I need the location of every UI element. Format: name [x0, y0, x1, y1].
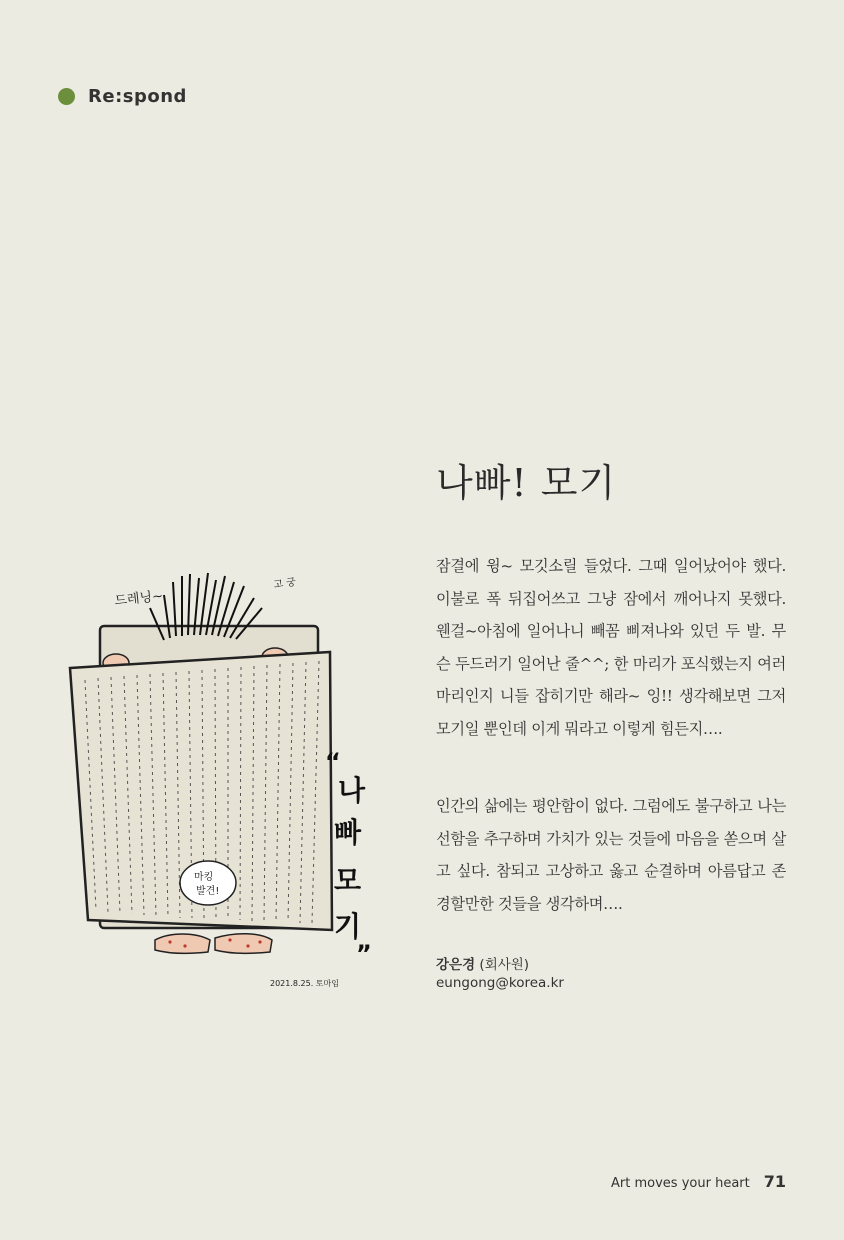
sound-word-left: 드레닝~	[113, 588, 164, 609]
author-line	[436, 953, 529, 973]
caption-char-4: 기	[334, 910, 362, 943]
bubble-text-1: 마킹	[194, 872, 214, 883]
page-footer	[611, 1172, 786, 1191]
footer-slogan: Art moves your heart	[611, 1176, 750, 1191]
caption-quote-close: ”	[356, 940, 372, 968]
caption-char-2: 빠	[334, 816, 362, 849]
section-label: Re:spond	[88, 86, 187, 107]
caption-char-3: 모	[334, 864, 362, 897]
article-title: 나빠! 모기	[436, 461, 617, 505]
caption-char-1: 나	[338, 774, 366, 807]
article-paragraph-2: 인간의 삶에는 평안함이 없다. 그럼에도 불구하고 나는 선함을 추구하며 가치가 있는 것들에 마음을 쏟으며 살고 싶다. 참되고 고상하고 옳고 순결하며 아름답고 존경할만한 것들을 생각하며….	[436, 797, 786, 913]
caption-quote-open: “	[325, 748, 341, 776]
author-role: (회사원)	[479, 957, 530, 973]
illustration-signature: 2021.8.25. 토마임	[270, 979, 339, 988]
page-number: 71	[763, 1172, 786, 1191]
author-email: eungong@korea.kr	[436, 975, 564, 991]
bubble-text-2: 발견!	[196, 886, 220, 897]
article-paragraph-1: 잠결에 윙~ 모깃소릴 들었다. 그때 일어났어야 했다. 이불로 폭 뒤집어쓰고 그냥 잠에서 깨어나지 못했다. 웬걸~아침에 일어나니 빼꼼 삐져나와 있던 두 발. 무슨 두드러기 일어난 줄^^; 한 마리가 포식했는지 여러 마리인지 니들 잡히기만 해라~ 잉!! 생각해보면 그저 모기일 뿐인데 이게 뭐라고 이렇게 힘든지….	[436, 557, 786, 738]
speech-bubble	[180, 861, 236, 905]
sound-word-right: 고 궁	[272, 576, 297, 591]
mosquito-illustration	[60, 560, 410, 1000]
section-tag	[58, 86, 187, 107]
section-bullet-icon	[58, 88, 75, 105]
feet	[155, 934, 272, 954]
author-name: 강은경	[436, 957, 476, 973]
